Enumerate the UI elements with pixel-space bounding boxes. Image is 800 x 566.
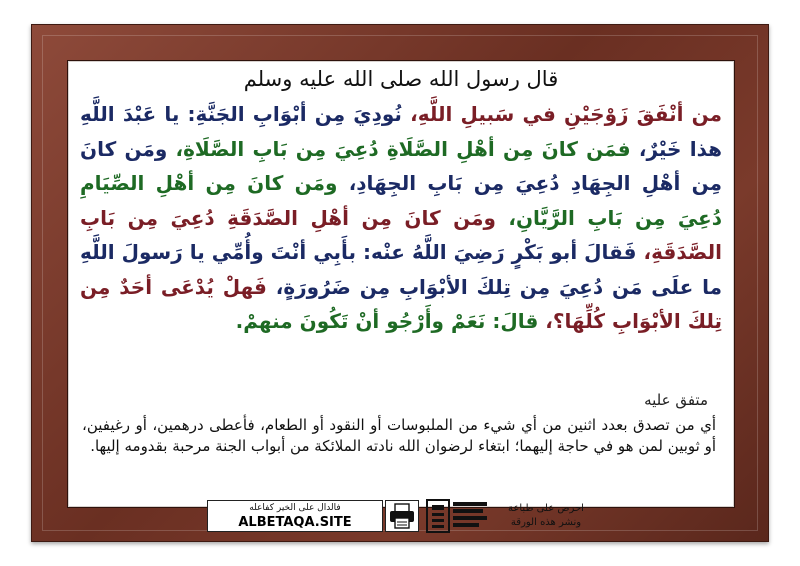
hadith-segment: من أنْفَقَ زَوْجَيْنِ في سَبيلِ اللَّهِ،: [401, 102, 722, 126]
site-url[interactable]: ALBETAQA.SITE: [238, 515, 352, 530]
hadith-text: [80, 97, 722, 339]
explanation-text: أي من تصدق بعدد اثنين من أي شيء من الملبوسات أو النقود أو الطعام، فأعطى درهمين، أو رغيفين، أو ثوبين لمن هو في حاجة إليهما؛ ابتغاء لرضوان الله نادته الملائكة من أبواب الجنة مرحبة بقدومه إليها.: [82, 416, 716, 455]
hadith-segment: ومَن كانَ مِن أهْلِ الصَّدَقَةِ دُعِيَ مِن بَابِ الصَّدَقَةِ،: [80, 205, 722, 264]
printer-icon: [385, 500, 419, 532]
hadith-segment: فَقالَ أبو بَكْرٍ رَضِيَ اللَّهُ عنْه: بأَبِي أنْتَ وأُمِّي يا رَسولَ اللَّهِ ما علَى مَن دُعِيَ مِن تِلكَ الأبْوَابِ مِن ضَرُورَةٍ،: [80, 240, 723, 299]
hadith-segment: نُودِيَ مِن أبْوَابِ الجَنَّةِ: يا عَبْدَ اللَّهِ هذا خَيْرٌ،: [80, 102, 722, 161]
site-box[interactable]: [207, 500, 383, 532]
print-tagline: احرص على طباعة ونشر هذه الورقة: [508, 503, 584, 528]
hadith-segment: قالَ: نَعَمْ وأَرْجُو أنْ تَكُونَ منهمْ.: [235, 309, 539, 333]
hadith-segment: فَهلْ يُدْعَى أحَدٌ مِن تِلكَ الأبْوَابِ كُلِّهَا؟،: [80, 274, 722, 333]
hadith-segment: فمَن كانَ مِن أهْلِ الصَّلَاةِ دُعِيَ مِن بَابِ الصَّلَاةِ،: [167, 136, 631, 161]
albetaqa-logo: [425, 498, 489, 534]
footer: [68, 498, 734, 538]
hadith-card: [67, 60, 735, 530]
card-heading: قال رسول الله صلى الله عليه وسلم: [243, 67, 559, 91]
hadith-source: متفق عليه: [644, 391, 708, 409]
site-slogan: فالدال على الخير كفاعله: [249, 503, 341, 513]
hadith-segment: ومَن كانَ مِن أهْلِ الجِهَادِ دُعِيَ مِن بَابِ الجِهَادِ،: [80, 136, 722, 195]
hadith-segment: ومَن كانَ مِن أهْلِ الصِّيَامِ دُعِيَ مِن بَابِ الرَّيَّانِ،: [80, 171, 722, 230]
